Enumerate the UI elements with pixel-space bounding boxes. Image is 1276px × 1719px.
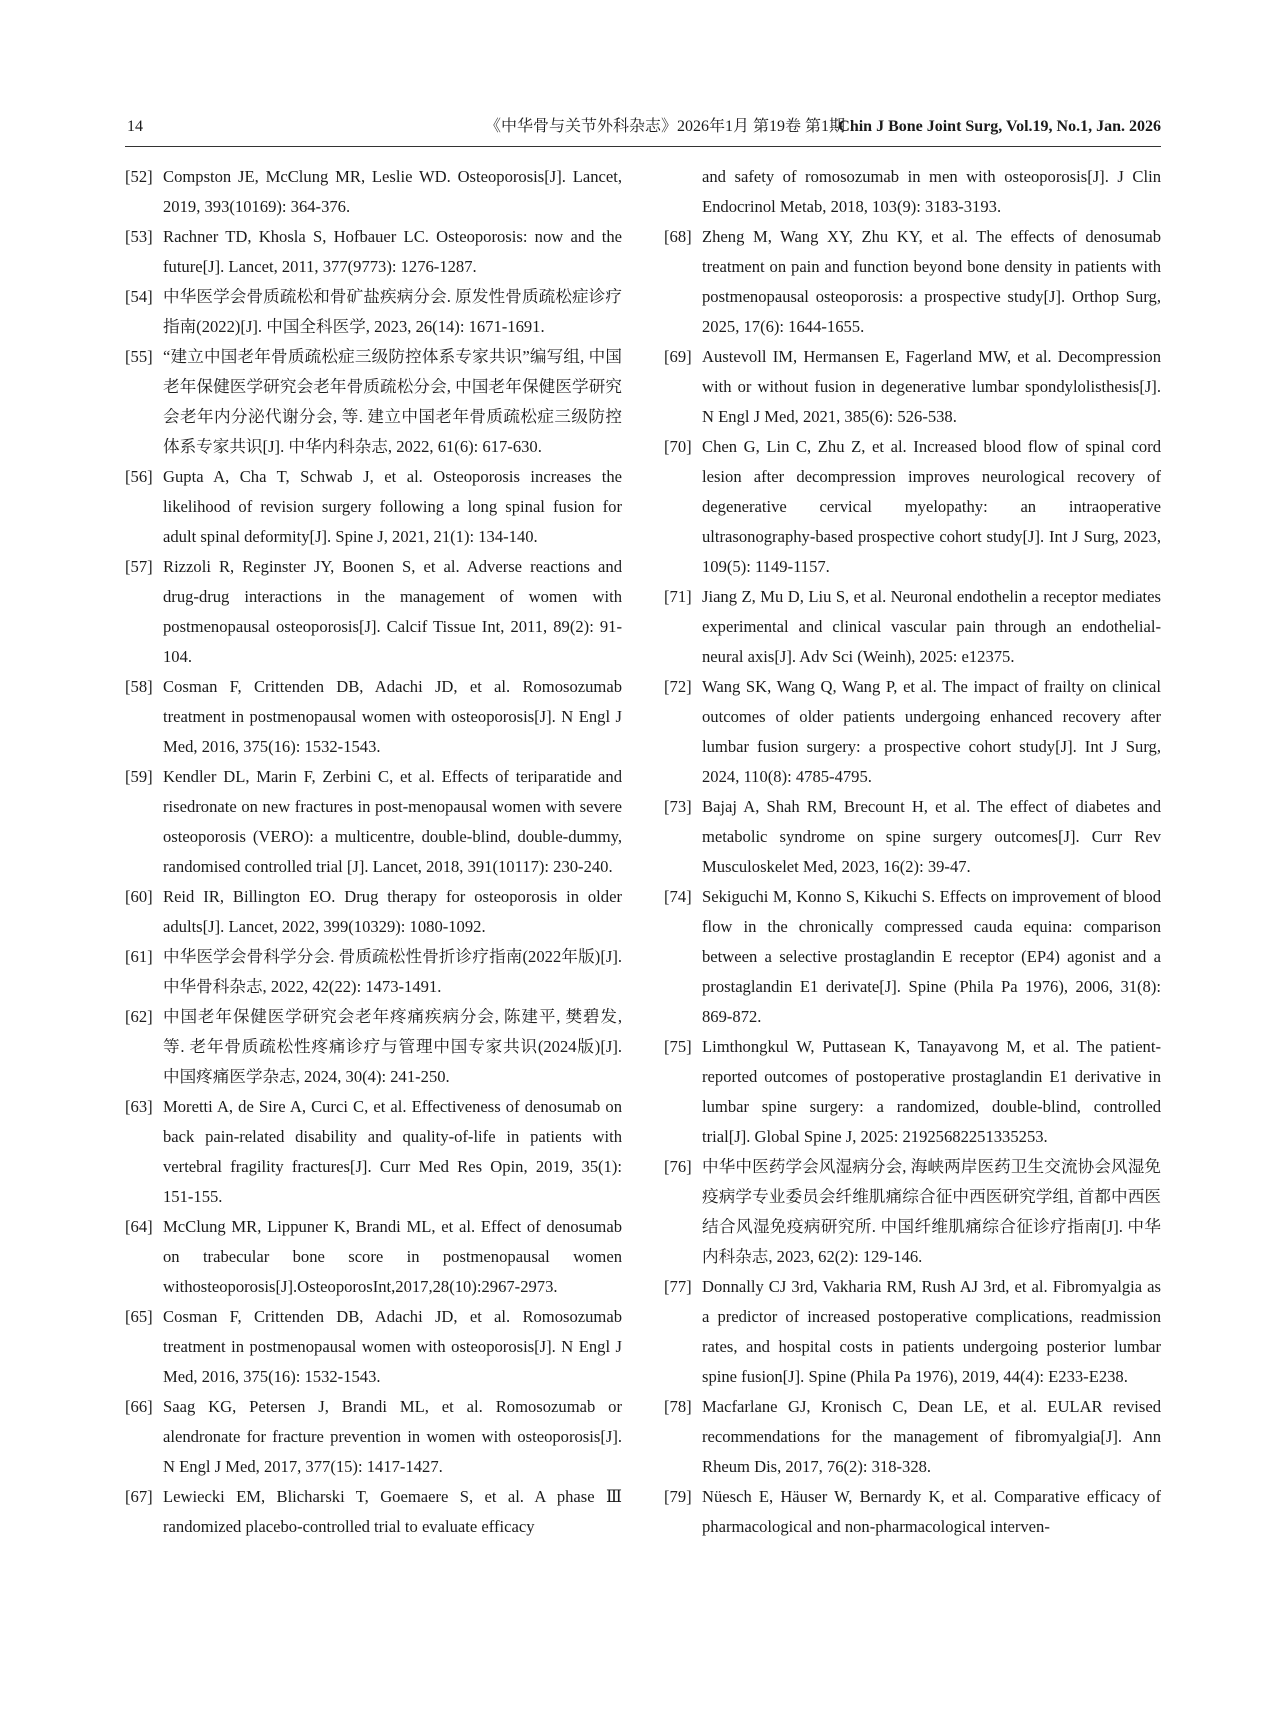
reference-item — [664, 1482, 1161, 1542]
reference-item — [664, 1272, 1161, 1392]
reference-item — [125, 1212, 622, 1302]
reference-text: 中华医学会骨质疏松和骨矿盐疾病分会. 原发性骨质疏松症诊疗指南(2022)[J]. 中国全科医学, 2023, 26(14): 1671-1691. — [163, 287, 622, 336]
reference-number: [58] — [125, 677, 153, 696]
reference-text: Austevoll IM, Hermansen E, Fagerland MW, et al. Decompression with or without fusion in degenerative lumbar spondylolisthesis[J]. N Engl J Med, 2021, 385(6): 526-538. — [702, 347, 1161, 426]
reference-item — [664, 1392, 1161, 1482]
reference-number: [60] — [125, 887, 153, 906]
reference-item — [125, 342, 622, 462]
reference-number: [79] — [664, 1487, 692, 1506]
reference-text: Nüesch E, Häuser W, Bernardy K, et al. Comparative efficacy of pharmacological and non-pharmacological interven- — [702, 1487, 1161, 1536]
reference-number: [73] — [664, 797, 692, 816]
reference-item — [664, 432, 1161, 582]
reference-item — [125, 552, 622, 672]
reference-number: [64] — [125, 1217, 153, 1236]
reference-number: [75] — [664, 1037, 692, 1056]
references-left-column — [125, 162, 622, 1542]
reference-text: Zheng M, Wang XY, Zhu KY, et al. The effects of denosumab treatment on pain and function beyond bone density in patients with postmenopausal osteoporosis: a prospective study[J]. Orthop Surg, 2025, 17(6): 1644-1655. — [702, 227, 1161, 336]
reference-number: [54] — [125, 287, 153, 306]
reference-number: [63] — [125, 1097, 153, 1116]
reference-item — [125, 672, 622, 762]
reference-number: [71] — [664, 587, 692, 606]
reference-text: Compston JE, McClung MR, Leslie WD. Osteoporosis[J]. Lancet, 2019, 393(10169): 364-376. — [163, 167, 622, 216]
references-right-column — [664, 162, 1161, 1542]
reference-number: [53] — [125, 227, 153, 246]
reference-item — [125, 1392, 622, 1482]
reference-text: Moretti A, de Sire A, Curci C, et al. Effectiveness of denosumab on back pain-related disability and quality-of-life in patients with vertebral fragility fractures[J]. Curr Med Res Opin, 2019, 35(1): 151-155. — [163, 1097, 622, 1206]
reference-item — [125, 1092, 622, 1212]
reference-text: Gupta A, Cha T, Schwab J, et al. Osteoporosis increases the likelihood of revision surgery following a long spinal fusion for adult spinal deformity[J]. Spine J, 2021, 21(1): 134-140. — [163, 467, 622, 546]
reference-number: [56] — [125, 467, 153, 486]
page-number: 14 — [127, 118, 143, 135]
journal-title-cn: 《中华骨与关节外科杂志》2026年1月 第19卷 第1期 — [485, 118, 846, 135]
page-header — [125, 116, 1161, 146]
reference-number: [72] — [664, 677, 692, 696]
reference-number: [66] — [125, 1397, 153, 1416]
reference-text: 中华医学会骨科学分会. 骨质疏松性骨折诊疗指南(2022年版)[J]. 中华骨科杂志, 2022, 42(22): 1473-1491. — [163, 947, 622, 996]
reference-text: Kendler DL, Marin F, Zerbini C, et al. Effects of teriparatide and risedronate on new fractures in post-menopausal women with severe osteoporosis (VERO): a multicentre, double-blind, double-dummy, randomised controlled trial [J]. Lancet, 2018, 391(10117): 230-240. — [163, 767, 622, 876]
reference-item — [125, 1002, 622, 1092]
reference-text: 中华中医药学会风湿病分会, 海峡两岸医药卫生交流协会风湿免疫病学专业委员会纤维肌痛综合征中西医研究学组, 首都中西医结合风湿免疫病研究所. 中国纤维肌痛综合征诊疗指南[J]. 中华内科杂志, 2023, 62(2): 129-146. — [702, 1157, 1161, 1266]
reference-item — [664, 882, 1161, 1032]
reference-item — [125, 462, 622, 552]
reference-item — [664, 792, 1161, 882]
reference-number: [55] — [125, 347, 153, 366]
reference-text: Limthongkul W, Puttasean K, Tanayavong M, et al. The patient-reported outcomes of postoperative prostaglandin E1 derivative in lumbar spine surgery: a randomized, double-blind, controlled trial[J]. Global Spine J, 2025: 21925682251335253. — [702, 1037, 1161, 1146]
reference-number: [77] — [664, 1277, 692, 1296]
reference-item — [664, 222, 1161, 342]
reference-number: [57] — [125, 557, 153, 576]
reference-text: Saag KG, Petersen J, Brandi ML, et al. Romosozumab or alendronate for fracture prevention in women with osteoporosis[J]. N Engl J Med, 2017, 377(15): 1417-1427. — [163, 1397, 622, 1476]
reference-text: Wang SK, Wang Q, Wang P, et al. The impact of frailty on clinical outcomes of older patients undergoing enhanced recovery after lumbar fusion surgery: a prospective cohort study[J]. Int J Surg, 2024, 110(8): 4785-4795. — [702, 677, 1161, 786]
reference-item — [125, 282, 622, 342]
reference-number: [62] — [125, 1007, 153, 1026]
reference-text: Cosman F, Crittenden DB, Adachi JD, et al. Romosozumab treatment in postmenopausal women with osteoporosis[J]. N Engl J Med, 2016, 375(16): 1532-1543. — [163, 677, 622, 756]
reference-item — [125, 882, 622, 942]
reference-item — [125, 222, 622, 282]
reference-text: Bajaj A, Shah RM, Brecount H, et al. The effect of diabetes and metabolic syndrome on spine surgery outcomes[J]. Curr Rev Musculoskelet Med, 2023, 16(2): 39-47. — [702, 797, 1161, 876]
reference-item — [125, 1482, 622, 1542]
reference-item — [664, 1152, 1161, 1272]
reference-number: [65] — [125, 1307, 153, 1326]
reference-number: [67] — [125, 1487, 153, 1506]
reference-number: [61] — [125, 947, 153, 966]
header-rule — [125, 146, 1161, 147]
reference-text: Reid IR, Billington EO. Drug therapy for osteoporosis in older adults[J]. Lancet, 2022, 399(10329): 1080-1092. — [163, 887, 622, 936]
reference-number: [76] — [664, 1157, 692, 1176]
reference-item — [664, 582, 1161, 672]
reference-number: [70] — [664, 437, 692, 456]
reference-item — [664, 342, 1161, 432]
reference-text: Rizzoli R, Reginster JY, Boonen S, et al. Adverse reactions and drug-drug interactions in the management of women with postmenopausal osteoporosis[J]. Calcif Tissue Int, 2011, 89(2): 91-104. — [163, 557, 622, 666]
reference-item — [125, 942, 622, 1002]
reference-number: [52] — [125, 167, 153, 186]
reference-item — [664, 672, 1161, 792]
reference-number: [74] — [664, 887, 692, 906]
reference-text: Lewiecki EM, Blicharski T, Goemaere S, et al. A phase Ⅲ randomized placebo-controlled trial to evaluate efficacy — [163, 1487, 622, 1536]
reference-text: Cosman F, Crittenden DB, Adachi JD, et al. Romosozumab treatment in postmenopausal women with osteoporosis[J]. N Engl J Med, 2016, 375(16): 1532-1543. — [163, 1307, 622, 1386]
journal-title-en: Chin J Bone Joint Surg, Vol.19, No.1, Jan. 2026 — [838, 118, 1161, 135]
reference-text: McClung MR, Lippuner K, Brandi ML, et al. Effect of denosumab on trabecular bone score in postmenopausal women withosteoporosis[J].OsteoporosInt,2017,28(10):2967-2973. — [163, 1217, 622, 1296]
reference-text: “建立中国老年骨质疏松症三级防控体系专家共识”编写组, 中国老年保健医学研究会老年骨质疏松分会, 中国老年保健医学研究会老年内分泌代谢分会, 等. 建立中国老年骨质疏松症三级防控体系专家共识[J]. 中华内科杂志, 2022, 61(6): 617-630. — [163, 347, 622, 456]
reference-text: Rachner TD, Khosla S, Hofbauer LC. Osteoporosis: now and the future[J]. Lancet, 2011, 377(9773): 1276-1287. — [163, 227, 622, 276]
reference-text: Macfarlane GJ, Kronisch C, Dean LE, et al. EULAR revised recommendations for the management of fibromyalgia[J]. Ann Rheum Dis, 2017, 76(2): 318-328. — [702, 1397, 1161, 1476]
reference-number: [69] — [664, 347, 692, 366]
reference-number: [78] — [664, 1397, 692, 1416]
reference-text: Sekiguchi M, Konno S, Kikuchi S. Effects on improvement of blood flow in the chronically compressed cauda equina: comparison between a selective prostaglandin E receptor (EP4) agonist and a prostaglandin E1 derivate[J]. Spine (Phila Pa 1976), 2006, 31(8): 869-872. — [702, 887, 1161, 1026]
reference-item — [125, 1302, 622, 1392]
reference-text: Chen G, Lin C, Zhu Z, et al. Increased blood flow of spinal cord lesion after decompression improves neurological recovery of degenerative cervical myelopathy: an intraoperative ultrasonography-based prospective cohort study[J]. Int J Surg, 2023, 109(5): 1149-1157. — [702, 437, 1161, 576]
reference-text: Donnally CJ 3rd, Vakharia RM, Rush AJ 3rd, et al. Fibromyalgia as a predictor of increased postoperative complications, readmission rates, and hospital costs in patients undergoing posterior lumbar spine fusion[J]. Spine (Phila Pa 1976), 2019, 44(4): E233-E238. — [702, 1277, 1161, 1386]
reference-text: 中国老年保健医学研究会老年疼痛疾病分会, 陈建平, 樊碧发, 等. 老年骨质疏松性疼痛诊疗与管理中国专家共识(2024版)[J]. 中国疼痛医学杂志, 2024, 30(4): 241-250. — [163, 1007, 622, 1086]
reference-number: [59] — [125, 767, 153, 786]
reference-item — [664, 1032, 1161, 1152]
reference-continuation: and safety of romosozumab in men with osteoporosis[J]. J Clin Endocrinol Metab, 2018, 103(9): 3183-3193. — [702, 167, 1161, 216]
reference-item — [125, 162, 622, 222]
reference-number: [68] — [664, 227, 692, 246]
reference-text: Jiang Z, Mu D, Liu S, et al. Neuronal endothelin a receptor mediates experimental and clinical vascular pain through an endothelial-neural axis[J]. Adv Sci (Weinh), 2025: e12375. — [702, 587, 1161, 666]
reference-item — [125, 762, 622, 882]
